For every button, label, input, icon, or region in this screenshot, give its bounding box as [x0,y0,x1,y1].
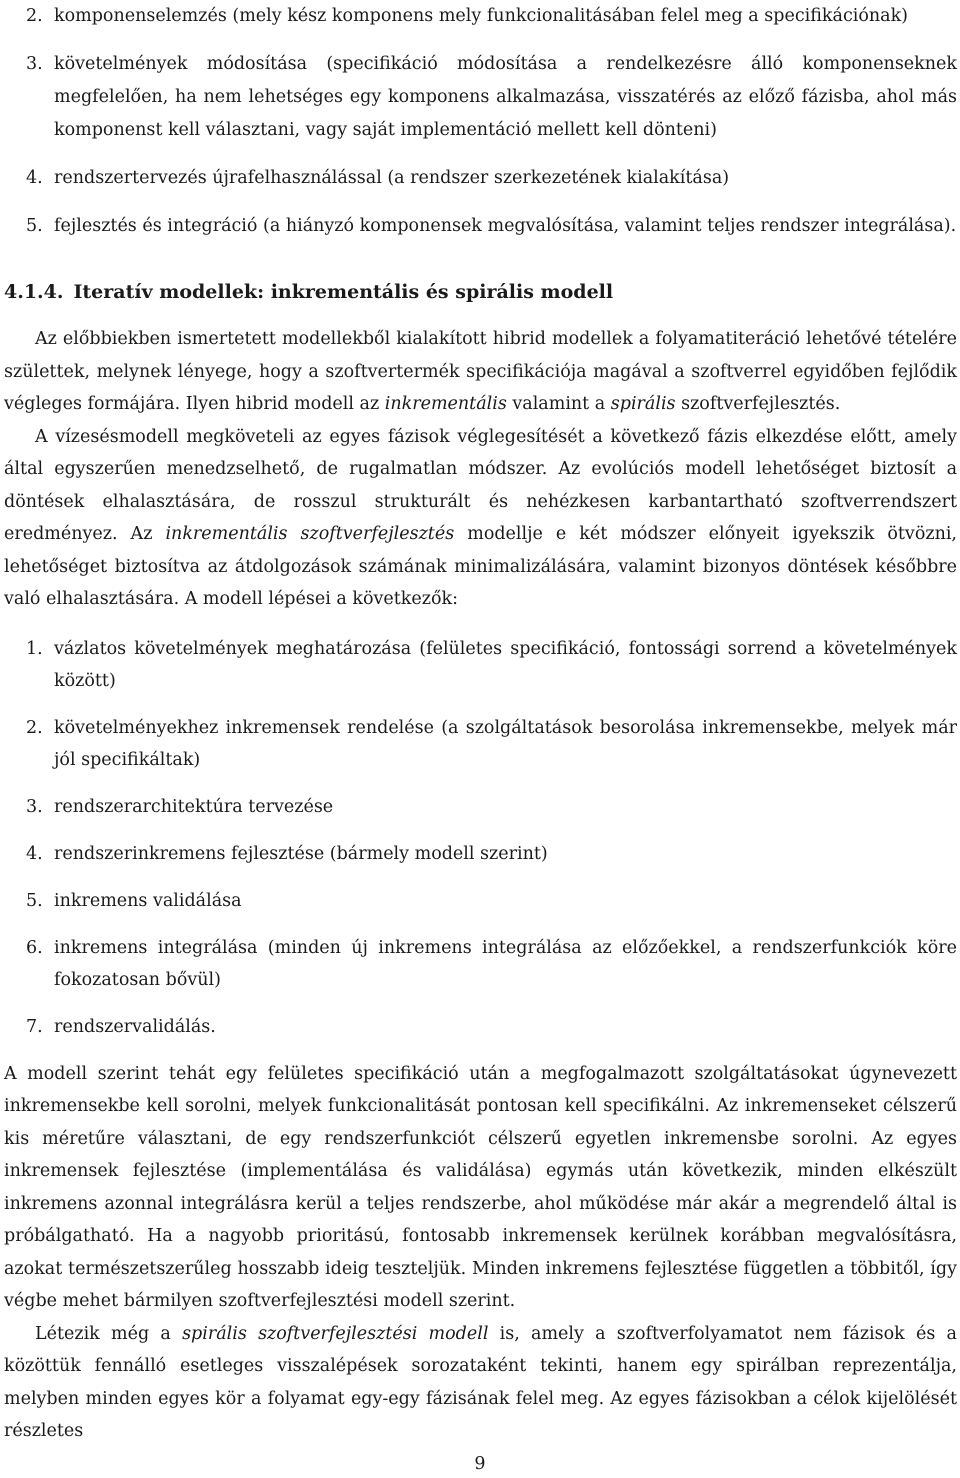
paragraph-text: A vízesésmodell megköveteli az egyes fázisok véglegesítését a következő fázis elkezdése előtt, amely által egyszerűen menedzselhető, de rugalmatlan módszer. Az evolúciós modell lehetőséget biztosít a döntések elhalasztására, de rosszul strukturált és nehézkesen karbantartható szoftverrendszert eredményez. Az [4,426,957,544]
emphasis: spirális [610,394,676,414]
paragraph: A modell szerint tehát egy felületes specifikáció után a megfogalmazott szolgáltatásokat úgynevezett inkremensekbe kell sorolni, melyek funkcionalitását pontosan kell specifikálni. Az inkremenseket célszerű kis méretűre választani, de egy rendszerfunkciót célszerű egyetlen inkremensbe sorolni. Az egyes inkremensek fejlesztése (implementálása és validálása) egymás után következik, minden elkészült inkremens azonnal integrálásra kerül a teljes rendszerbe, ahol működése már akár a megrendelő által is próbálgatható. Ha a nagyobb prioritású, fontosabb inkremensek kerülnek korábban megvalósításra, azokat természetszerűleg hosszabb ideig teszteljük. Minden inkremens fejlesztése független a többitől, így végbe mehet bármilyen szoftverfejlesztési modell szerint. [4,1063,957,1311]
emphasis: inkrementális [384,394,507,414]
list-item [4,48,957,147]
list-number: 2. [26,717,43,738]
list-number: 2. [26,6,43,26]
paragraph-text: modellje e két módszer előnyeit igyekszik ötvözni, lehetőséget biztosítva az átdolgozások számának minimalizálására, valamint bizonyos döntések későbbre való elhalasztására. A modell lépései a következők: [4,524,957,609]
list-item [4,932,957,996]
list-item [4,712,957,776]
list-text: vázlatos követelmények meghatározása (felületes specifikáció, fontossági sorrend a követelmények között) [54,638,957,691]
list-number: 3. [26,54,43,74]
paragraph-text: Az előbbiekben ismertetett modellekből kialakított hibrid modellek a folyamatiteráció lehetővé tételére születtek, melynek lényege, hogy a szoftvertermék specifikációja magával a szoftverrel egyidőben fejlődik végleges formájára. Ilyen hibrid modell az [4,329,957,414]
list-item [4,838,957,870]
list-text: fejlesztés és integráció (a hiányzó komponensek megvalósítása, valamint teljes rendszer integrálása). [54,216,957,236]
list-item [4,1011,957,1043]
list-item [4,0,957,33]
paragraph-text: Létezik még a [35,1323,183,1344]
paragraph-text: is, amely a szoftverfolyamatot nem fázisok és a közöttük fennálló esetleges visszalépések sorozataként tekinti, hanem egy spirálban reprezentálja, melyben minden egyes kör a folyamat egy-egy fázisának felel meg. Az egyes fázisokban a célok kijelölését részletes [4,1323,957,1441]
section-heading [4,279,957,305]
page-number: 9 [474,1454,486,1474]
emphasis: spirális szoftverfejlesztési modell [182,1323,489,1344]
list-number: 3. [26,796,43,817]
paragraph [4,1318,957,1448]
emphasis: inkrementális szoftverfejlesztés [165,524,455,544]
list-number: 1. [26,638,43,659]
list-text: rendszervalidálás. [54,1016,216,1037]
top-list [4,0,957,243]
steps-list [4,633,957,1043]
list-item [4,162,957,195]
list-text: rendszerarchitektúra tervezése [54,796,334,817]
list-text: inkremens validálása [54,890,242,911]
list-item [4,633,957,697]
list-text: követelmények módosítása (specifikáció módosítása a rendelkezésre álló komponenseknek megfelelően, ha nem lehetséges egy komponens alkalmazása, visszatérés az előző fázisba, ahol más komponenst kell választani, vagy saját implementáció mellett kell dönteni) [54,54,957,140]
list-text: komponenselemzés (mely kész komponens mely funkcionalitásában felel meg a specifikációnak) [54,6,909,26]
list-number: 5. [26,890,43,911]
list-text: rendszerinkremens fejlesztése (bármely modell szerint) [54,843,548,864]
list-item [4,210,957,243]
paragraph [4,421,957,616]
list-text: inkremens integrálása (minden új inkremens integrálása az előzőekkel, a rendszerfunkciók köre fokozatosan bővül) [54,937,957,990]
list-number: 4. [26,843,43,864]
section-number: 4.1.4. [4,281,64,303]
list-text: követelményekhez inkremensek rendelése (a szolgáltatások besorolása inkremensekbe, melyek már jól specifikáltak) [54,717,957,770]
page [4,0,957,1448]
paragraph-text: valamint a [506,394,611,414]
list-number: 7. [26,1016,43,1037]
list-number: 6. [26,937,43,958]
list-number: 5. [26,216,43,236]
list-number: 4. [26,168,43,188]
list-item [4,885,957,917]
section-title: Iteratív modellek: inkrementális és spirális modell [73,281,614,303]
paragraph [4,323,957,421]
list-text: rendszertervezés újrafelhasználással (a rendszer szerkezetének kialakítása) [54,168,730,188]
list-item [4,791,957,823]
paragraph-text: szoftverfejlesztés. [675,394,841,414]
